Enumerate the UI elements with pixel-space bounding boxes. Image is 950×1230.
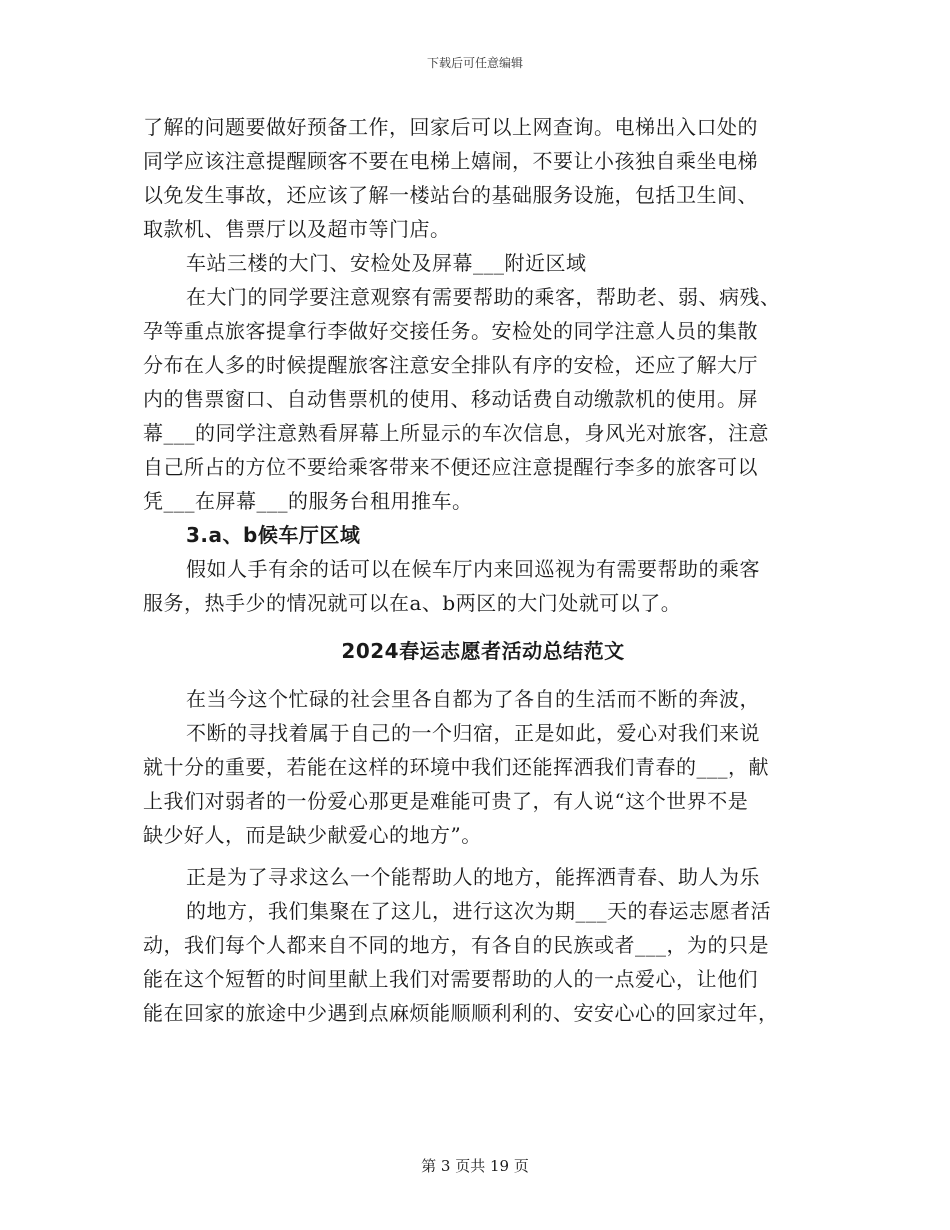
text-line: 上我们对弱者的一份爱心那更是难能可贵了，有人说“这个世界不是 (143, 789, 749, 813)
text-line: 动，我们每个人都来自不同的地方，有各自的民族或者___，为的只是 (143, 933, 769, 957)
text-line: 能在回家的旅途中少遇到点麻烦能顺顺利利的、安安心心的回家过年， (143, 1001, 779, 1025)
text-line: 自己所占的方位不要给乘客带来不便还应注意提醒行李多的旅客可以 (143, 455, 758, 479)
text-line: 不断的寻找着属于自己的一个归宿，正是如此，爱心对我们来说 (186, 721, 760, 745)
paragraph (143, 110, 823, 246)
section-heading: 车站三楼的大门、安检处及屏幕___附近区域 (186, 251, 587, 275)
page-footer: 第 3 页共 19 页 (421, 1157, 529, 1175)
text-line: 以免发生事故，还应该了解一楼站台的基础服务设施，包括卫生间、 (143, 183, 758, 207)
paragraph (143, 280, 823, 518)
section-heading: 3.a、b候车厅区域 (186, 523, 361, 547)
text-line: 同学应该注意提醒顾客不要在电梯上嬉闹，不要让小孩独自乘坐电梯 (143, 149, 758, 173)
document-body (143, 110, 823, 1030)
text-line: 幕___的同学注意熟看屏幕上所显示的车次信息，身风光对旅客，注意 (143, 421, 769, 445)
text-line: 在大门的同学要注意观察有需要帮助的乘客，帮助老、弱、病残、 (186, 285, 781, 309)
text-line: 在当今这个忙碌的社会里各自都为了各自的生活而不断的奔波， (186, 687, 760, 711)
text-line: 能在这个短暂的时间里献上我们对需要帮助的人的一点爱心，让他们 (143, 967, 758, 991)
text-line: 孕等重点旅客提拿行李做好交接任务。安检处的同学注意人员的集散 (143, 319, 758, 343)
paragraph (143, 552, 823, 620)
document-title: 2024春运志愿者活动总结范文 (341, 639, 625, 663)
paragraph (143, 682, 823, 852)
text-line: 缺少好人，而是缺少献爱心的地方”。 (143, 823, 482, 847)
text-line: 假如人手有余的话可以在候车厅内来回巡视为有需要帮助的乘客 (186, 557, 760, 581)
text-line: 凭___在屏幕___的服务台租用推车。 (143, 489, 473, 513)
paragraph (143, 860, 823, 1030)
text-line: 取款机、售票厅以及超市等门店。 (143, 217, 451, 241)
text-line: 内的售票窗口、自动售票机的使用、移动话费自动缴款机的使用。屏 (143, 387, 758, 411)
page-header: 下载后可任意编辑 (426, 56, 523, 70)
text-line: 正是为了寻求这么一个能帮助人的地方，能挥洒青春、助人为乐 (186, 865, 760, 889)
text-line: 的地方，我们集聚在了这儿，进行这次为期___天的春运志愿者活 (186, 899, 771, 923)
text-line: 分布在人多的时候提醒旅客注意安全排队有序的安检，还应了解大厅 (143, 353, 758, 377)
text-line: 服务，热手少的情况就可以在a、b两区的大门处就可以了。 (143, 591, 682, 615)
text-line: 了解的问题要做好预备工作，回家后可以上网查询。电梯出入口处的 (143, 115, 758, 139)
text-line: 就十分的重要，若能在这样的环境中我们还能挥洒我们青春的___，献 (143, 755, 769, 779)
